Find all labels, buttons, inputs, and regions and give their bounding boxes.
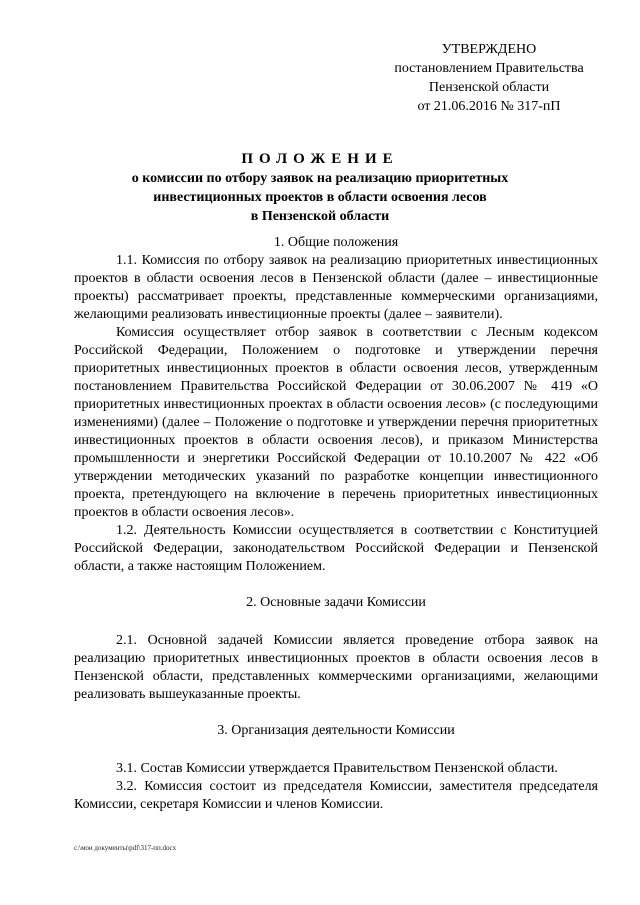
file-path-footer: с:\мои документы\pdf\317-пп.docx xyxy=(74,844,177,852)
paragraph-1-2: 1.2. Деятельность Комиссии осуществляется в соответствии с Конституцией Российской Федерации, законодательством Российской Федерации и Пензенской области, а также настоящим Положением. xyxy=(74,523,598,574)
approval-line-decree: постановлением Правительства xyxy=(394,61,584,76)
subtitle-line-2: инвестиционных проектов в области освоения лесов xyxy=(153,190,487,205)
approval-line-region: Пензенской области xyxy=(428,80,550,95)
document-title: ПОЛОЖЕНИЕ xyxy=(241,151,399,167)
subtitle-line-3: в Пензенской области xyxy=(250,209,390,224)
document-subtitle xyxy=(60,169,580,226)
section-2-heading: 2. Основные задачи Комиссии xyxy=(246,595,426,610)
paragraph-1-1: 1.1. Комиссия по отбору заявок на реализацию приоритетных инвестиционных проектов в области освоения лесов в Пензенской области (далее – инвестиционные проекты) рассматривает проекты, представленные коммерческими организациями, желающими реализовать инвестиционные проекты (далее – заявители). xyxy=(74,253,598,322)
paragraph-1-1-cont: Комиссия осуществляет отбор заявок в соответствии с Лесным кодексом Российской Федерации, Положением о подготовке и утверждении перечня приоритетных инвестиционных проектов в области освоения лесов, утвержденным постановлением Правительства Российской Федерации от 30.06.2007 № 419 «О приоритетных инвестиционных проектах в области освоения лесов» (с последующими изменениями) (далее – Положение о подготовке и утверждении перечня приоритетных инвестиционных проектов в области освоения лесов), и приказом Министерства промышленности и энергетики Российской Федерации от 10.10.2007 № 422 «Об утверждении методических указаний по разработке концепции инвестиционного проекта, претендующего на включение в перечень приоритетных инвестиционных проектов в области освоения лесов». xyxy=(74,325,598,520)
section-3-heading: 3. Организация деятельности Комиссии xyxy=(217,723,455,738)
approval-line-approved: УТВЕРЖДЕНО xyxy=(441,42,537,57)
section-1-heading: 1. Общие положения xyxy=(273,235,399,250)
paragraph-3-2: 3.2. Комиссия состоит из председателя Комиссии, заместителя председателя Комиссии, секретаря Комиссии и членов Комиссии. xyxy=(74,779,598,812)
subtitle-line-1: о комиссии по отбору заявок на реализацию приоритетных xyxy=(131,171,509,186)
approval-stamp xyxy=(384,40,594,116)
paragraph-2-1: 2.1. Основной задачей Комиссии является проведение отбора заявок на реализацию приоритетных инвестиционных проектов в области освоения лесов в Пензенской области, представленных коммерческими организациями, желающими реализовать вышеуказанные проекты. xyxy=(74,633,598,702)
document-body xyxy=(74,234,598,814)
approval-line-date: от 21.06.2016 № 317-пП xyxy=(417,99,561,114)
paragraph-3-1: 3.1. Состав Комиссии утверждается Правительством Пензенской области. xyxy=(116,761,558,776)
document-title-block xyxy=(60,149,580,226)
